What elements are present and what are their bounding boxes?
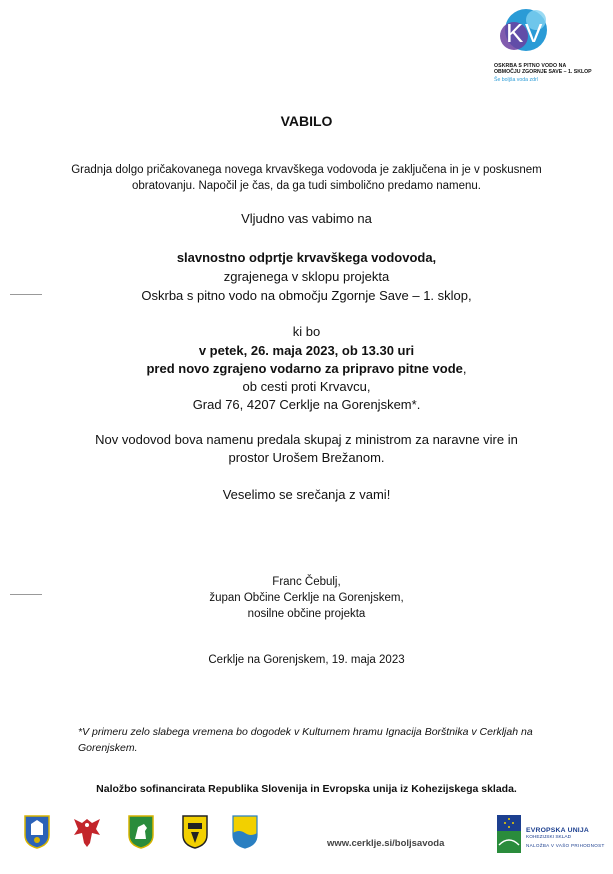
svg-text:V: V [525, 18, 543, 48]
horse-crest-icon [128, 815, 154, 849]
eu-flag-icon [497, 815, 521, 853]
intro-line-2: obratovanju. Napočil je čas, da ga tudi simbolično predamo namenu. [131, 180, 482, 192]
eu-line2: KOHEZIJSKI SKLAD [526, 835, 572, 840]
place-date: Cerklje na Gorenjskem, 19. maja 2023 [208, 654, 405, 666]
page-title: VABILO [280, 113, 333, 129]
svg-text:K: K [506, 18, 524, 48]
intro-line-1: Gradnja dolgo pričakovanega novega krvavškega vodovoda je zaključena in je v poskusnem [71, 164, 542, 176]
when-intro: ki bo [292, 324, 321, 339]
closing-text: Veselimo se srečanja z vami! [222, 487, 391, 502]
event-project: Oskrba s pitno vodo na območju Zgornje Save – 1. sklop, [141, 288, 472, 303]
eu-line1: EVROPSKA UNIJA [526, 827, 589, 834]
invite-text: Vljudno vas vabimo na [241, 211, 372, 226]
municipal-crest-icon [24, 815, 50, 849]
wave-crest-icon [232, 815, 258, 849]
eu-logo [497, 815, 607, 855]
signature-role: župan Občine Cerklje na Gorenjskem, [209, 592, 404, 604]
handover-line-1: Nov vodovod bova namenu predala skupaj z ministrom za naravne vire in [95, 432, 518, 447]
kv-logo-icon [492, 6, 552, 56]
project-logo [488, 6, 592, 86]
funding-note: Naložbo sofinancirata Republika Slovenija in Evropska unija iz Kohezijskega sklada. [96, 783, 517, 795]
signature-note: nosilne občine projekta [247, 608, 366, 620]
website-link[interactable]: www.cerklje.si/boljsavoda [327, 838, 445, 849]
margin-mark [10, 294, 42, 295]
event-location-bold: pred novo zgrajeno vodarno za pripravo pitne vode [146, 361, 463, 376]
event-road: ob cesti proti Krvavcu, [242, 379, 371, 394]
event-location-comma: , [462, 361, 467, 376]
eu-line3: NALOŽBA V VAŠO PRIHODNOST [526, 843, 605, 848]
logo-text-line2: OBMOČJU ZGORNJE SAVE – 1. SKLOP [494, 69, 592, 75]
event-address: Grad 76, 4207 Cerklje na Gorenjskem*. [192, 397, 421, 412]
signature-name: Franc Čebulj, [272, 576, 341, 588]
yellow-crest-icon [182, 815, 208, 849]
handover-line-2: prostor Urošem Brežanom. [228, 450, 385, 465]
eagle-crest-icon [72, 815, 102, 849]
event-location [0, 360, 613, 377]
footnote-line-2: Gorenjskem. [78, 742, 138, 754]
footnote-line-1: *V primeru zelo slabega vremena bo dogodek v Kulturnem hramu Ignacija Borštnika v Cerkljah na [78, 726, 533, 738]
event-built: zgrajenega v sklopu projekta [223, 269, 390, 284]
logo-slogan: Še boljša voda zdrl [494, 77, 538, 83]
logo-text-line1: OSKRBA S PITNO VODO NA [494, 63, 567, 69]
event-name: slavnostno odprtje krvavškega vodovoda, [176, 250, 437, 265]
event-date: v petek, 26. maja 2023, ob 13.30 uri [198, 343, 415, 358]
